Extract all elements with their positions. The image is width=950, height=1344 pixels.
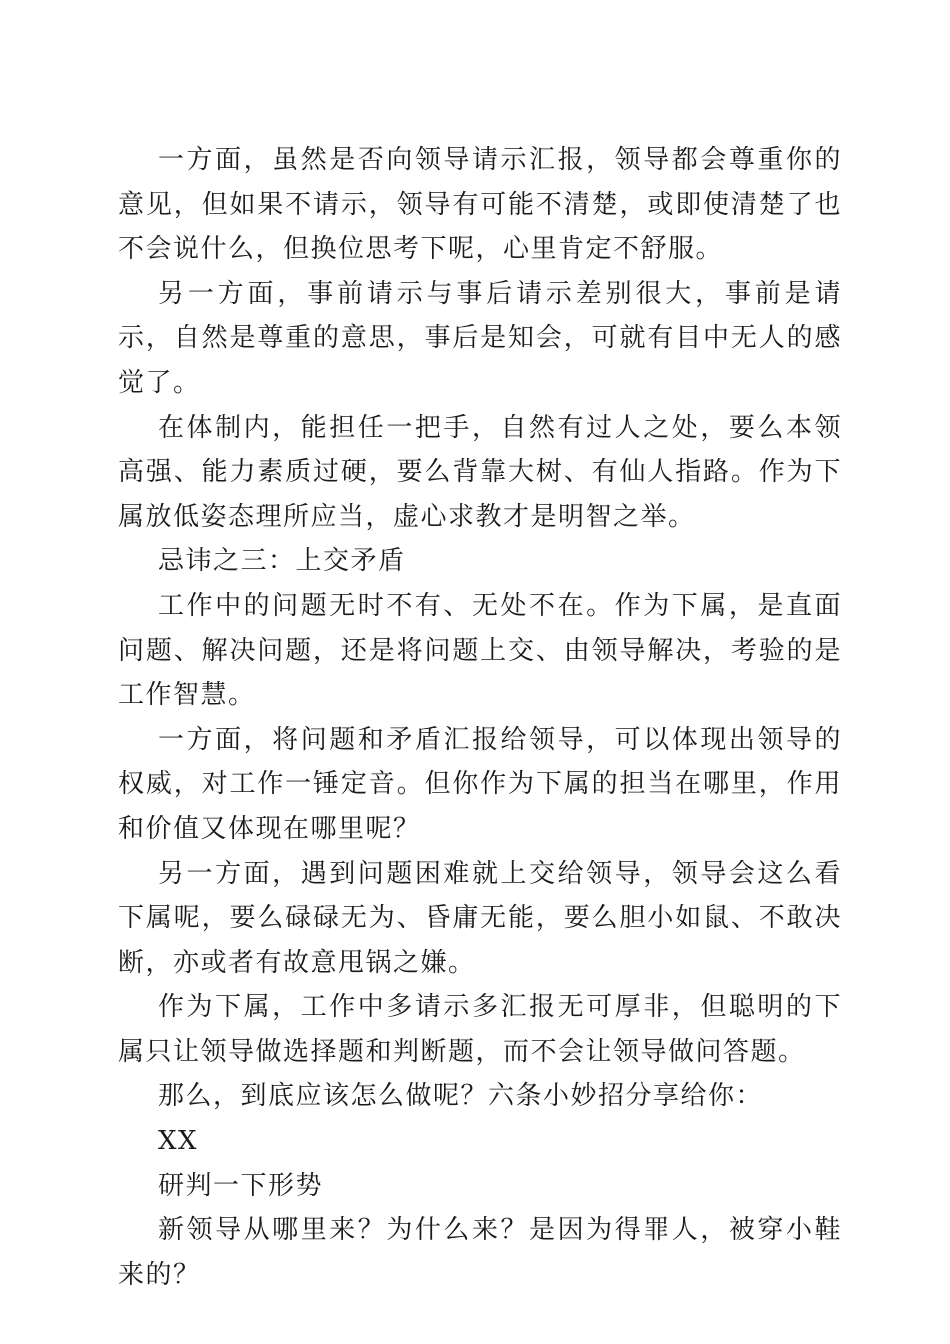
paragraph: 另一方面，事前请示与事后请示差别很大，事前是请示，自然是尊重的意思，事后是知会，可就有目中无人的感觉了。 (118, 278, 842, 398)
section-heading: 研判一下形势 (158, 1170, 324, 1201)
paragraph: 工作中的问题无时不有、无处不在。作为下属，是直面问题、解决问题，还是将问题上交、由领导解决，考验的是工作智慧。 (118, 590, 842, 711)
paragraph: 一方面，将问题和矛盾汇报给领导，可以体现出领导的权威，对工作一锤定音。但你作为下属的担当在哪里，作用和价值又体现在哪里呢？ (118, 724, 842, 844)
section-heading: 忌讳之三：上交矛盾 (158, 546, 406, 577)
paragraph: 那么，到底应该怎么做呢？六条小妙招分享给你： (158, 1081, 764, 1112)
paragraph: 另一方面，遇到问题困难就上交给领导，领导会这么看下属呢，要么碌碌无为、昏庸无能，要么胆小如鼠、不敢决断，亦或者有故意甩锅之嫌。 (118, 858, 842, 978)
paragraph: 在体制内，能担任一把手，自然有过人之处，要么本领高强、能力素质过硬，要么背靠大树、有仙人指路。作为下属放低姿态理所应当，虚心求教才是明智之举。 (118, 412, 842, 532)
document-page (118, 138, 842, 1297)
paragraph: 新领导从哪里来？为什么来？是因为得罪人，被穿小鞋来的？ (118, 1215, 842, 1290)
section-number: XX (158, 1126, 199, 1157)
paragraph: 一方面，虽然是否向领导请示汇报，领导都会尊重你的意见，但如果不请示，领导有可能不清楚，或即使清楚了也不会说什么，但换位思考下呢，心里肯定不舒服。 (118, 145, 842, 265)
paragraph: 作为下属，工作中多请示多汇报无可厚非，但聪明的下属只让领导做选择题和判断题，而不会让领导做问答题。 (118, 992, 842, 1067)
